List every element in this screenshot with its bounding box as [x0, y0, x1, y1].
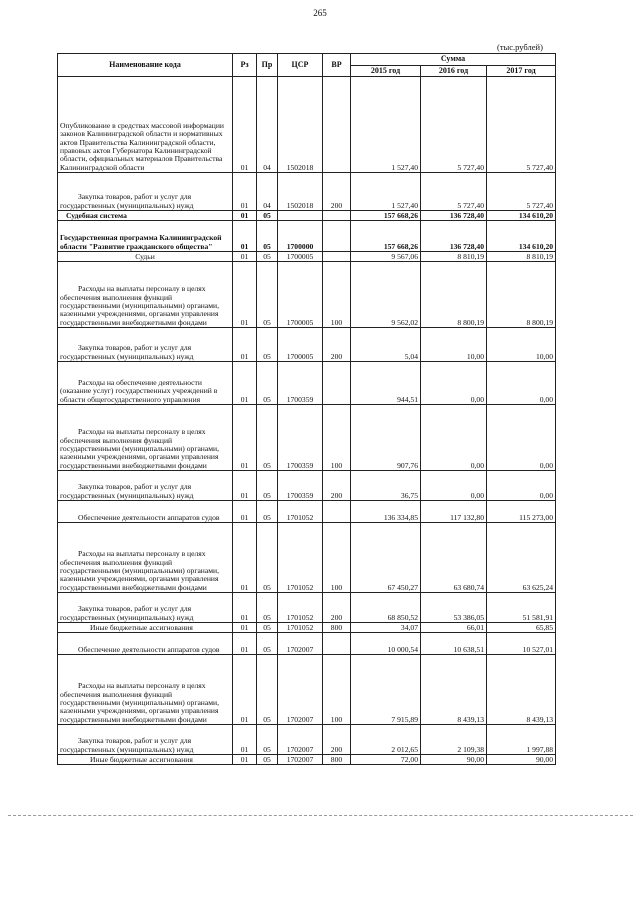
row-pr: 05 [257, 362, 278, 405]
row-amount-2015: 157 668,26 [351, 211, 421, 221]
row-pr: 05 [257, 221, 278, 252]
row-name: Обеспечение деятельности аппаратов судов [58, 501, 233, 523]
row-name: Опубликование в средствах массовой информации законов Калининградской области и нормативных актов Правительства Калининградской области, правовых актов Губернатора Калининградской области, официальных материалов Правительства Калининградской области [58, 77, 233, 173]
row-amount-2016: 8 810,19 [421, 252, 487, 262]
row-rz: 01 [233, 593, 257, 623]
row-amount-2015: 1 527,40 [351, 173, 421, 211]
row-amount-2015: 136 334,85 [351, 501, 421, 523]
row-vr: 100 [323, 262, 351, 328]
row-amount-2017: 8 439,13 [487, 655, 556, 725]
page-bottom-divider [8, 815, 633, 816]
row-vr: 800 [323, 755, 351, 765]
row-csr: 1702007 [278, 633, 323, 655]
table-row [58, 501, 556, 523]
row-vr: 200 [323, 471, 351, 501]
header-2017: 2017 год [487, 66, 556, 77]
row-pr: 05 [257, 501, 278, 523]
row-csr: 1700359 [278, 405, 323, 471]
row-csr: 1502018 [278, 173, 323, 211]
row-pr: 05 [257, 593, 278, 623]
row-amount-2016: 90,00 [421, 755, 487, 765]
header-rz: Рз [233, 54, 257, 77]
row-amount-2015: 9 562,02 [351, 262, 421, 328]
row-csr: 1700005 [278, 252, 323, 262]
row-vr [323, 633, 351, 655]
row-amount-2016: 53 386,05 [421, 593, 487, 623]
row-csr: 1700000 [278, 221, 323, 252]
table-body [58, 77, 556, 765]
page-number: 265 [313, 8, 327, 18]
row-name: Закупка товаров, работ и услуг для государственных (муниципальных) нужд [58, 593, 233, 623]
row-name: Государственная программа Калининградской области "Развитие гражданского общества" [58, 221, 233, 252]
row-amount-2015: 907,76 [351, 405, 421, 471]
row-amount-2017: 134 610,20 [487, 211, 556, 221]
row-csr [278, 211, 323, 221]
row-pr: 05 [257, 755, 278, 765]
row-pr: 05 [257, 252, 278, 262]
table-row [58, 523, 556, 593]
row-amount-2015: 10 000,54 [351, 633, 421, 655]
table-row [58, 362, 556, 405]
row-vr: 200 [323, 173, 351, 211]
row-amount-2017: 8 800,19 [487, 262, 556, 328]
row-vr [323, 362, 351, 405]
row-name: Иные бюджетные ассигнования [58, 623, 233, 633]
row-amount-2017: 63 625,24 [487, 523, 556, 593]
row-name: Расходы на обеспечение деятельности (оказание услуг) государственных учреждений в области общегосударственного управления [58, 362, 233, 405]
row-rz: 01 [233, 221, 257, 252]
row-csr: 1700359 [278, 362, 323, 405]
row-amount-2017: 1 997,88 [487, 725, 556, 755]
table-row [58, 252, 556, 262]
table-row [58, 593, 556, 623]
header-csr: ЦСР [278, 54, 323, 77]
row-rz: 01 [233, 471, 257, 501]
row-amount-2015: 5,04 [351, 328, 421, 362]
row-amount-2015: 9 567,06 [351, 252, 421, 262]
row-amount-2016: 136 728,40 [421, 221, 487, 252]
row-csr: 1701052 [278, 623, 323, 633]
row-amount-2017: 5 727,40 [487, 173, 556, 211]
row-rz: 01 [233, 173, 257, 211]
table-row [58, 328, 556, 362]
row-name: Закупка товаров, работ и услуг для государственных (муниципальных) нужд [58, 328, 233, 362]
row-amount-2016: 8 800,19 [421, 262, 487, 328]
row-amount-2017: 0,00 [487, 405, 556, 471]
row-amount-2017: 10,00 [487, 328, 556, 362]
header-2015: 2015 год [351, 66, 421, 77]
row-amount-2017: 90,00 [487, 755, 556, 765]
row-amount-2017: 115 273,00 [487, 501, 556, 523]
unit-label: (тыс.рублей) [497, 42, 543, 52]
row-name: Закупка товаров, работ и услуг для государственных (муниципальных) нужд [58, 725, 233, 755]
row-rz: 01 [233, 328, 257, 362]
row-amount-2015: 67 450,27 [351, 523, 421, 593]
row-amount-2015: 1 527,40 [351, 77, 421, 173]
row-vr [323, 221, 351, 252]
table-row [58, 755, 556, 765]
row-amount-2016: 66,01 [421, 623, 487, 633]
row-name: Судьи [58, 252, 233, 262]
row-pr: 04 [257, 77, 278, 173]
header-name: Наименование кода [58, 54, 233, 77]
row-rz: 01 [233, 725, 257, 755]
row-csr: 1502018 [278, 77, 323, 173]
table-row [58, 623, 556, 633]
row-amount-2016: 5 727,40 [421, 173, 487, 211]
table-row [58, 633, 556, 655]
row-amount-2015: 944,51 [351, 362, 421, 405]
row-vr: 100 [323, 523, 351, 593]
row-amount-2017: 134 610,20 [487, 221, 556, 252]
budget-table [57, 53, 556, 765]
row-csr: 1702007 [278, 655, 323, 725]
row-amount-2016: 117 132,80 [421, 501, 487, 523]
row-amount-2016: 0,00 [421, 471, 487, 501]
row-rz: 01 [233, 252, 257, 262]
row-vr: 200 [323, 328, 351, 362]
row-amount-2017: 65,85 [487, 623, 556, 633]
table-row [58, 725, 556, 755]
row-name: Судебная система [58, 211, 233, 221]
row-pr: 05 [257, 655, 278, 725]
row-amount-2017: 5 727,40 [487, 77, 556, 173]
row-name: Расходы на выплаты персоналу в целях обеспечения выполнения функций государственными (муниципальными) органами, казенными учреждениями, органами управления государственными внебюджетными фондами [58, 262, 233, 328]
row-pr: 05 [257, 471, 278, 501]
row-amount-2017: 0,00 [487, 471, 556, 501]
row-amount-2015: 34,07 [351, 623, 421, 633]
row-name: Обеспечение деятельности аппаратов судов [58, 633, 233, 655]
row-amount-2016: 63 680,74 [421, 523, 487, 593]
row-amount-2016: 10 638,51 [421, 633, 487, 655]
table-row [58, 173, 556, 211]
row-pr: 05 [257, 725, 278, 755]
row-vr [323, 211, 351, 221]
header-vr: ВР [323, 54, 351, 77]
row-amount-2017: 10 527,01 [487, 633, 556, 655]
row-rz: 01 [233, 623, 257, 633]
row-amount-2015: 2 012,65 [351, 725, 421, 755]
header-sum: Сумма [351, 54, 556, 66]
row-amount-2015: 7 915,89 [351, 655, 421, 725]
row-amount-2016: 0,00 [421, 405, 487, 471]
row-amount-2016: 2 109,38 [421, 725, 487, 755]
row-vr [323, 501, 351, 523]
row-name: Закупка товаров, работ и услуг для государственных (муниципальных) нужд [58, 173, 233, 211]
row-rz: 01 [233, 501, 257, 523]
row-amount-2016: 0,00 [421, 362, 487, 405]
table-row [58, 211, 556, 221]
row-amount-2015: 68 850,52 [351, 593, 421, 623]
row-csr: 1702007 [278, 725, 323, 755]
row-pr: 05 [257, 623, 278, 633]
table-row [58, 262, 556, 328]
table-row [58, 405, 556, 471]
row-amount-2017: 0,00 [487, 362, 556, 405]
row-vr: 200 [323, 593, 351, 623]
row-rz: 01 [233, 77, 257, 173]
row-rz: 01 [233, 211, 257, 221]
row-csr: 1700005 [278, 262, 323, 328]
row-amount-2015: 72,00 [351, 755, 421, 765]
row-amount-2017: 51 581,91 [487, 593, 556, 623]
row-pr: 05 [257, 523, 278, 593]
row-name: Расходы на выплаты персоналу в целях обеспечения выполнения функций государственными (муниципальными) органами, казенными учреждениями, органами управления государственными внебюджетными фондами [58, 405, 233, 471]
row-amount-2016: 8 439,13 [421, 655, 487, 725]
row-amount-2015: 157 668,26 [351, 221, 421, 252]
row-pr: 05 [257, 633, 278, 655]
row-pr: 05 [257, 405, 278, 471]
row-amount-2016: 10,00 [421, 328, 487, 362]
row-csr: 1701052 [278, 593, 323, 623]
row-vr [323, 252, 351, 262]
table-row [58, 221, 556, 252]
header-pr: Пр [257, 54, 278, 77]
row-csr: 1702007 [278, 755, 323, 765]
row-rz: 01 [233, 262, 257, 328]
row-pr: 05 [257, 328, 278, 362]
row-rz: 01 [233, 362, 257, 405]
row-rz: 01 [233, 755, 257, 765]
row-name: Расходы на выплаты персоналу в целях обеспечения выполнения функций государственными (муниципальными) органами, казенными учреждениями, органами управления государственными внебюджетными фондами [58, 523, 233, 593]
row-rz: 01 [233, 523, 257, 593]
row-vr [323, 77, 351, 173]
row-amount-2015: 36,75 [351, 471, 421, 501]
row-pr: 04 [257, 173, 278, 211]
row-amount-2016: 5 727,40 [421, 77, 487, 173]
row-vr: 100 [323, 405, 351, 471]
row-name: Закупка товаров, работ и услуг для государственных (муниципальных) нужд [58, 471, 233, 501]
row-name: Расходы на выплаты персоналу в целях обеспечения выполнения функций государственными (муниципальными) органами, казенными учреждениями, органами управления государственными внебюджетными фондами [58, 655, 233, 725]
row-csr: 1700005 [278, 328, 323, 362]
row-vr: 200 [323, 725, 351, 755]
table-row [58, 471, 556, 501]
row-name: Иные бюджетные ассигнования [58, 755, 233, 765]
row-pr: 05 [257, 262, 278, 328]
row-csr: 1701052 [278, 523, 323, 593]
row-rz: 01 [233, 405, 257, 471]
row-csr: 1700359 [278, 471, 323, 501]
row-vr: 100 [323, 655, 351, 725]
row-amount-2017: 8 810,19 [487, 252, 556, 262]
row-pr: 05 [257, 211, 278, 221]
row-amount-2016: 136 728,40 [421, 211, 487, 221]
row-vr: 800 [323, 623, 351, 633]
header-2016: 2016 год [421, 66, 487, 77]
row-rz: 01 [233, 655, 257, 725]
table-row [58, 655, 556, 725]
row-rz: 01 [233, 633, 257, 655]
table-row [58, 77, 556, 173]
row-csr: 1701052 [278, 501, 323, 523]
